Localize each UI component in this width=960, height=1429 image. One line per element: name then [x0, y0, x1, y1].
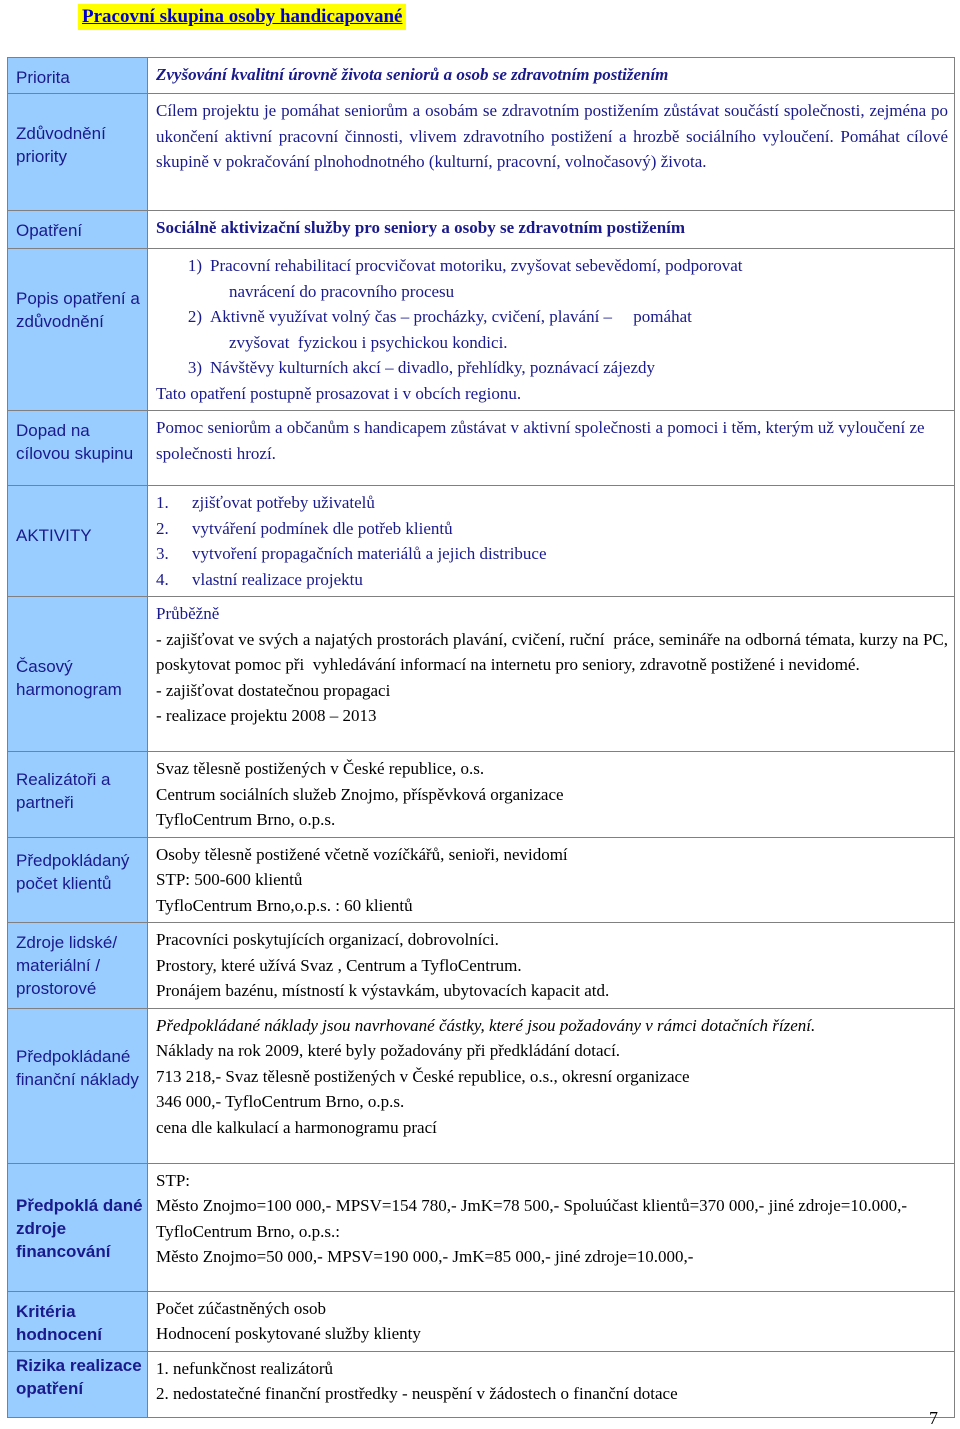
activity-text: zjišťovat potřeby uživatelů: [192, 493, 375, 512]
clients-line: Osoby tělesně postižené včetně vozíčkářů, senioři, nevidomí: [156, 844, 568, 864]
activity-number: 4.: [156, 569, 169, 589]
row-aktivity: [8, 486, 955, 597]
content-priorita: [148, 58, 955, 94]
funding-line: Město Znojmo=100 000,- MPSV=154 780,- JmK=78 500,- Spoluúčast klientů=370 000,- jiné zdroje=10.000,-: [156, 1196, 908, 1215]
content-zdroje: [148, 923, 955, 1009]
label-aktivity-text: AKTIVITY: [16, 526, 92, 545]
label-rizika: [8, 1351, 148, 1417]
justification-part1: Cílem projektu je pomáhat seniorům a osobám se zdravotním postižením zůstávat součástí společnosti, zejména po ukončení aktivní pracovní činnosti, vlivem zdravotního postižení a hrozbě sociálního vyloučení.: [156, 101, 948, 146]
list-text: Návštěvy kulturních akcí – divadlo, přehlídky, poznávací zájezdy: [210, 358, 655, 377]
funding-line: STP:: [156, 1170, 191, 1190]
costs-line: cena dle kalkulací a harmonogramu prací: [156, 1117, 437, 1137]
activity-number: 1.: [156, 493, 169, 512]
content-kriteria: [148, 1291, 955, 1351]
list-item: [156, 304, 948, 330]
label-dopad: [8, 411, 148, 486]
label-priorita: [8, 58, 148, 94]
costs-line: 713 218,- Svaz tělesně postižených v České republice, o.s., okresní organizace: [156, 1066, 690, 1086]
partner-line: Svaz tělesně postižených v České republice, o.s.: [156, 759, 485, 778]
resources-line: Pronájem bazénu, místností k výstavkám, ubytovacích kapacit atd.: [156, 981, 610, 1000]
label-rizika-text: Rizika realizace opatření: [16, 1355, 142, 1398]
row-rizika: [8, 1351, 955, 1417]
page-number: 7: [929, 1408, 938, 1428]
row-realizatori: [8, 752, 955, 838]
justification-part2: Pomáhat cílové skupině v pokračování plnohodnotného (kulturní, pracovní, volnočasový) života.: [156, 126, 948, 171]
list-text-cont: zvyšovat fyzickou i psychickou kondici.: [229, 332, 508, 352]
content-popis: [148, 249, 955, 411]
label-zduvodneni: [8, 94, 148, 211]
label-zdroje: [8, 923, 148, 1009]
label-kriteria: [8, 1291, 148, 1351]
label-opatreni: [8, 211, 148, 249]
label-popis: [8, 249, 148, 411]
schedule-heading: Průběžně: [156, 604, 220, 623]
list-item: [156, 253, 948, 279]
label-pocet-text: Předpokládaný počet klientů: [16, 850, 130, 893]
label-harmonogram-text: Časový harmonogram: [16, 657, 122, 699]
row-harmonogram: [8, 597, 955, 752]
label-naklady: [8, 1008, 148, 1163]
risk-line: 2. nedostatečné finanční prostředky - neuspění v žádostech o finanční dotace: [156, 1384, 678, 1403]
row-financovani: [8, 1163, 955, 1291]
label-financovani-text: Předpoklá dané zdroje financování: [16, 1195, 143, 1261]
activity-item: [156, 490, 948, 516]
content-naklady: [148, 1008, 955, 1163]
funding-line: Město Znojmo=50 000,- MPSV=190 000,- JmK=85 000,- jiné zdroje=10.000,-: [156, 1247, 694, 1266]
content-harmonogram: [148, 597, 955, 752]
list-text: Pracovní rehabilitací procvičovat motoriku, zvyšovat sebevědomí, podporovat: [210, 256, 743, 275]
partner-line: TyfloCentrum Brno, o.p.s.: [156, 810, 336, 829]
activity-item: [156, 541, 948, 567]
content-realizatori: [148, 752, 955, 838]
content-financovani: [148, 1163, 955, 1291]
costs-line: 346 000,- TyfloCentrum Brno, o.p.s.: [156, 1092, 405, 1111]
label-zduvodneni-text: Zdůvodnění priority: [16, 124, 106, 166]
costs-note: Předpokládané náklady jsou navrhované částky, které jsou požadovány v rámci dotačních řízení.: [156, 1015, 816, 1035]
row-opatreni: [8, 211, 955, 249]
label-harmonogram: [8, 597, 148, 752]
content-rizika: [148, 1351, 955, 1417]
list-text: Aktivně využívat volný čas – procházky, cvičení, plavání – pomáhat: [210, 307, 692, 326]
row-kriteria: [8, 1291, 955, 1351]
row-popis: [8, 249, 955, 411]
content-zduvodneni: [148, 94, 955, 211]
label-naklady-text: Předpokládané finanční náklady: [16, 1046, 139, 1089]
label-opatreni-text: Opatření: [16, 221, 83, 240]
partner-line: Centrum sociálních služeb Znojmo, příspěvková organizace: [156, 784, 564, 804]
row-zdroje: [8, 923, 955, 1009]
costs-line: Náklady na rok 2009, které byly požadovány při předkládání dotací.: [156, 1041, 621, 1060]
content-aktivity: [148, 486, 955, 597]
criteria-line: Počet zúčastněných osob: [156, 1298, 326, 1318]
list-number: 3): [187, 358, 202, 377]
row-zduvodneni: [8, 94, 955, 211]
activity-item: [156, 567, 948, 593]
resources-line: Pracovníci poskytujících organizací, dobrovolníci.: [156, 930, 499, 949]
activity-item: [156, 516, 948, 542]
activity-number: 3.: [156, 544, 169, 563]
content-dopad: [148, 411, 955, 486]
document-title: Pracovní skupina osoby handicapované: [78, 4, 406, 30]
label-realizatori: [8, 752, 148, 838]
list-text-cont: navrácení do pracovního procesu: [229, 281, 455, 301]
label-dopad-text: Dopad na cílovou skupinu: [16, 421, 134, 463]
list-number: 1): [187, 256, 202, 275]
clients-line: TyfloCentrum Brno,o.p.s. : 60 klientů: [156, 895, 413, 915]
label-pocet: [8, 837, 148, 923]
priority-table: [7, 57, 955, 1418]
activity-text: vlastní realizace projektu: [192, 569, 363, 589]
measure-footer: Tato opatření postupně prosazovat i v obcích regionu.: [156, 383, 522, 403]
label-aktivity: [8, 486, 148, 597]
activity-number: 2.: [156, 518, 169, 538]
label-popis-text: Popis opatření a zdůvodnění: [16, 289, 140, 331]
activity-text: vytváření podmínek dle potřeb klientů: [192, 518, 453, 538]
row-naklady: [8, 1008, 955, 1163]
row-priorita: [8, 58, 955, 94]
funding-line: TyfloCentrum Brno, o.p.s.:: [156, 1221, 340, 1241]
label-zdroje-text: Zdroje lidské/ materiální / prostorové: [16, 933, 118, 998]
label-priorita-text: Priorita: [16, 68, 70, 87]
criteria-line: Hodnocení poskytované služby klienty: [156, 1324, 421, 1343]
schedule-line: - zajišťovat ve svých a najatých prostorách plavání, cvičení, ruční práce, semináře na odborná témata, kurzy na PC, poskytovat pomoc při vyhledávání informací na internetu pro seniory, zdravotně postižené i nevidomé.: [156, 629, 953, 674]
label-realizatori-text: Realizátoři a partneři: [16, 770, 111, 812]
list-item: [156, 355, 948, 381]
content-pocet: [148, 837, 955, 923]
schedule-line: - zajišťovat dostatečnou propagaci: [156, 680, 391, 700]
risk-line: 1. nefunkčnost realizátorů: [156, 1358, 334, 1378]
priority-text: Zvyšování kvalitní úrovně života seniorů a osob se zdravotním postižením: [156, 65, 669, 84]
impact-text: Pomoc seniorům a občanům s handicapem zůstávat v aktivní společnosti a pomoci i těm, kterým už vyloučení ze společnosti hrozí.: [156, 418, 925, 463]
row-dopad: [8, 411, 955, 486]
label-financovani: [8, 1163, 148, 1291]
justification-text: [156, 98, 948, 175]
list-number: 2): [187, 307, 202, 326]
row-pocet: [8, 837, 955, 923]
resources-line: Prostory, které užívá Svaz , Centrum a TyfloCentrum.: [156, 955, 522, 975]
content-opatreni: [148, 211, 955, 249]
label-kriteria-text: Kritéria hodnocení: [16, 1301, 102, 1344]
schedule-line: - realizace projektu 2008 – 2013: [156, 706, 377, 725]
clients-line: STP: 500-600 klientů: [156, 870, 303, 889]
measure-text: Sociálně aktivizační služby pro seniory a osoby se zdravotním postižením: [156, 218, 686, 237]
activity-text: vytvoření propagačních materiálů a jejich distribuce: [192, 544, 547, 563]
